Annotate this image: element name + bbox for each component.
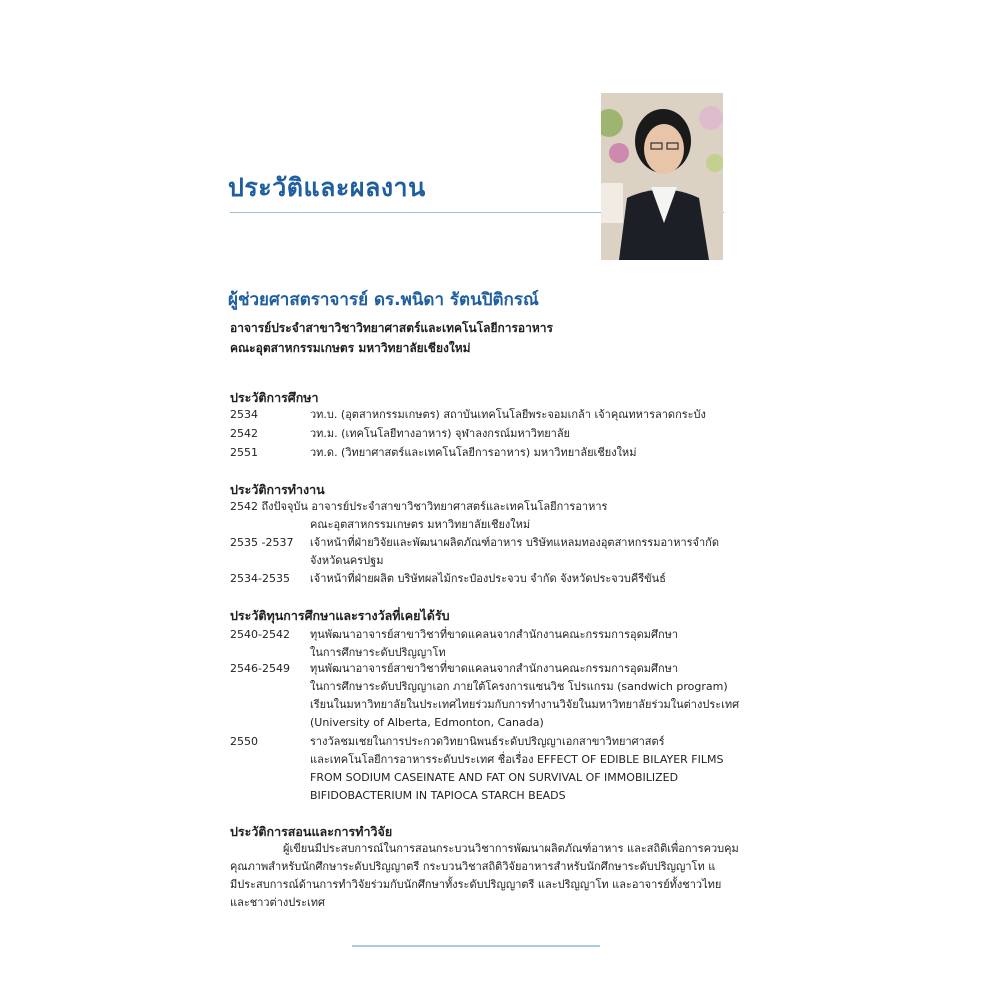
work-year: 2534-2535 [230,572,290,585]
award-year: 2540-2542 [230,628,290,641]
bottom-divider [352,945,600,947]
teaching-paragraph-line: คุณภาพสำหรับนักศึกษาระดับปริญญาตรี กระบวนวิชาสถิติวิจัยอาหารสำหรับนักศึกษาระดับปริญญาโท แ [230,860,716,873]
person-name: ผู้ช่วยศาสตราจารย์ ดร.พนิดา รัตนปิติกรณ์ [228,290,539,310]
education-heading: ประวัติการศึกษา [230,390,319,405]
award-text: รางวัลชมเชยในการประกวดวิทยานิพนธ์ระดับปริญญาเอกสาขาวิทยาศาสตร์ [310,735,665,748]
award-year: 2546-2549 [230,662,290,675]
teaching-paragraph-line: และชาวต่างประเทศ [230,896,326,909]
page-title: ประวัติและผลงาน [228,173,426,202]
work-year: 2535 -2537 [230,536,294,549]
award-text: ทุนพัฒนาอาจารย์สาขาวิชาที่ขาดแคลนจากสำนักงานคณะกรรมการอุดมศึกษา [310,628,679,641]
award-text-continued: ในการศึกษาระดับปริญญาโท [310,646,446,659]
award-text-continued: ในการศึกษาระดับปริญญาเอก ภายใต้โครงการแซนวิช โปรแกรม (sandwich program) [310,680,728,693]
portrait-photo [601,93,723,260]
education-year: 2551 [230,446,258,459]
work-text: เจ้าหน้าที่ฝ่ายผลิต บริษัทผลไม้กระป๋องประจวบ จำกัด จังหวัดประจวบคีรีขันธ์ [310,572,666,585]
teaching-paragraph-line: ผู้เขียนมีประสบการณ์ในการสอนกระบวนวิชาการพัฒนาผลิตภัณฑ์อาหาร และสถิติเพื่อการควบคุม [283,842,739,855]
education-year: 2542 [230,427,258,440]
work-heading: ประวัติการทำงาน [230,482,325,497]
awards-heading: ประวัติทุนการศึกษาและรางวัลที่เคยได้รับ [230,608,450,623]
award-text: ทุนพัฒนาอาจารย์สาขาวิชาที่ขาดแคลนจากสำนักงานคณะกรรมการอุดมศึกษา [310,662,679,675]
education-text: วท.ด. (วิทยาศาสตร์และเทคโนโลยีการอาหาร) มหาวิทยาลัยเชียงใหม่ [310,446,637,459]
award-text-continued: และเทคโนโลยีการอาหารระดับประเทศ ชื่อเรื่อง EFFECT OF EDIBLE BILAYER FILMS [310,753,724,766]
education-year: 2534 [230,408,258,421]
work-text-continued: คณะอุตสาหกรรมเกษตร มหาวิทยาลัยเชียงใหม่ [310,518,531,531]
work-text: 2542 ถึงปัจจุบัน อาจารย์ประจำสาขาวิชาวิทยาศาสตร์และเทคโนโลยีการอาหาร [230,500,608,513]
teaching-heading: ประวัติการสอนและการทำวิจัย [230,824,393,839]
award-text-continued: (University of Alberta, Edmonton, Canada) [310,716,544,729]
award-text-continued: BIFIDOBACTERIUM IN TAPIOCA STARCH BEADS [310,789,566,802]
affiliation-line: คณะอุตสาหกรรมเกษตร มหาวิทยาลัยเชียงใหม่ [230,341,471,355]
work-text-continued: จังหวัดนครปฐม [310,554,384,567]
affiliation-line: อาจารย์ประจำสาขาวิชาวิทยาศาสตร์และเทคโนโลยีการอาหาร [230,321,553,335]
award-text-continued: เรียนในมหาวิทยาลัยในประเทศไทยร่วมกับการทำงานวิจัยในมหาวิทยาลัยร่วมในต่างประเทศ [310,698,740,711]
teaching-paragraph-line: มีประสบการณ์ด้านการทำวิจัยร่วมกับนักศึกษาทั้งระดับปริญญาตรี และปริญญาโท และอาจารย์ทั้งชาวไทย [230,878,722,891]
award-text-continued: FROM SODIUM CASEINATE AND FAT ON SURVIVAL OF IMMOBILIZED [310,771,679,784]
award-year: 2550 [230,735,258,748]
education-text: วท.ม. (เทคโนโลยีทางอาหาร) จุฬาลงกรณ์มหาวิทยาลัย [310,427,570,440]
education-text: วท.บ. (อุตสาหกรรมเกษตร) สถาบันเทคโนโลยีพระจอมเกล้า เจ้าคุณทหารลาดกระบัง [310,408,706,421]
work-text: เจ้าหน้าที่ฝ่ายวิจัยและพัฒนาผลิตภัณฑ์อาหาร บริษัทแหลมทองอุตสาหกรรมอาหารจำกัด [310,536,719,549]
